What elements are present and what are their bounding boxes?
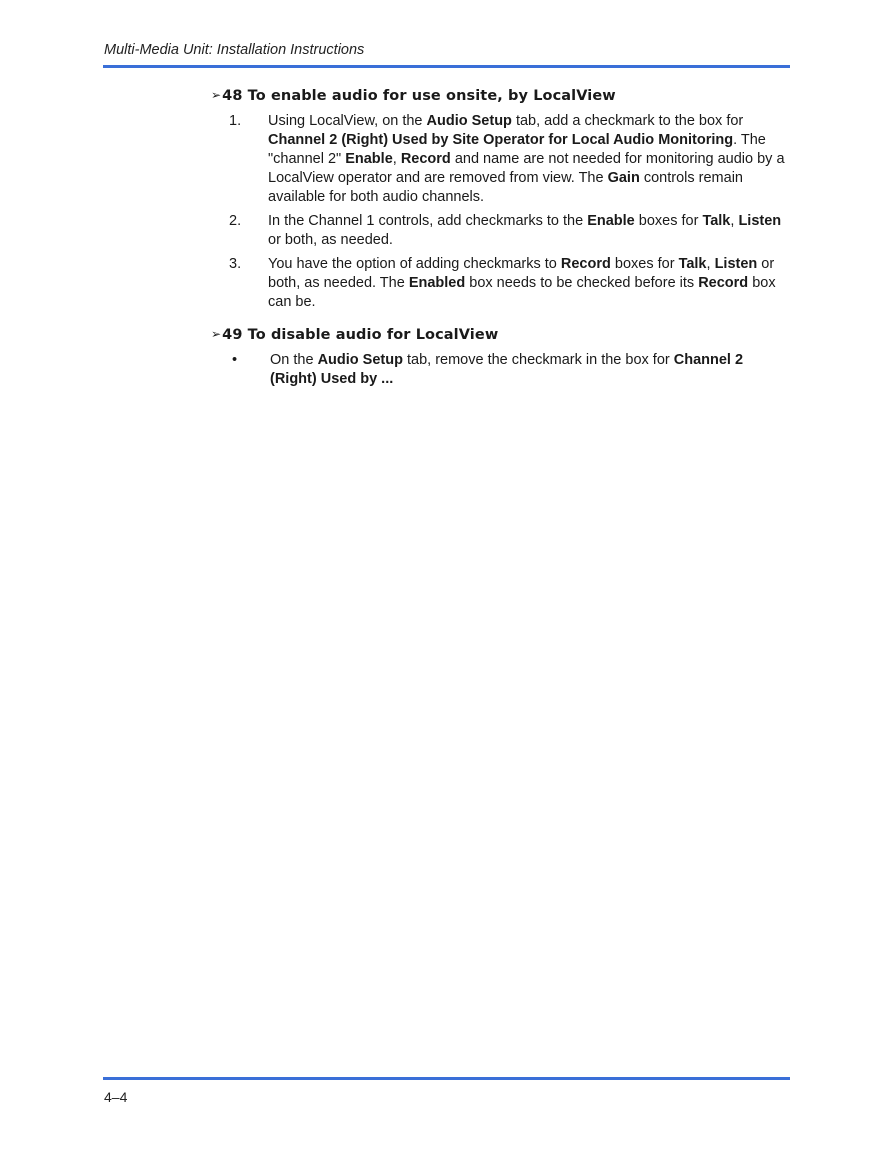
bullet-list [211,351,791,389]
section-heading-text: 48 To enable audio for use onsite, by LocalView [222,88,616,104]
step-text: Using LocalView, on the Audio Setup tab, add a checkmark to the box for Channel 2 (Right) Used by Site Operator for Local Audio Monitoring. The "channel 2" Enable, Record and name are not needed for monitoring audio by a LocalView operator and are removed from view. The Gain controls remain available for both audio channels. [268,113,785,205]
step-number: 1. [229,113,242,129]
step-item [211,255,791,312]
section-heading-text: 49 To disable audio for LocalView [222,327,499,343]
page-number: 4–4 [104,1089,128,1105]
bullet-item [211,351,791,389]
page-content [211,87,791,389]
step-text: In the Channel 1 controls, add checkmarks to the Enable boxes for Talk, Listen or both, as needed. [268,213,782,248]
step-list [211,112,791,312]
running-header: Multi-Media Unit: Installation Instructions [104,42,365,58]
step-item [211,212,791,250]
step-number: 2. [229,213,242,229]
header-rule [103,65,790,68]
arrow-bullet-icon: ➢ [211,88,222,102]
bullet-text: On the Audio Setup tab, remove the checkmark in the box for Channel 2 (Right) Used by ... [270,352,744,387]
footer-rule [103,1077,790,1080]
step-item [211,112,791,207]
step-number: 3. [229,256,242,272]
step-text: You have the option of adding checkmarks to Record boxes for Talk, Listen or both, as needed. The Enabled box needs to be checked before its Record box can be. [268,256,776,310]
bullet-dot-icon: • [232,352,238,368]
section-heading-49 [211,326,791,345]
arrow-bullet-icon: ➢ [211,327,222,341]
section-heading-48 [211,87,791,106]
